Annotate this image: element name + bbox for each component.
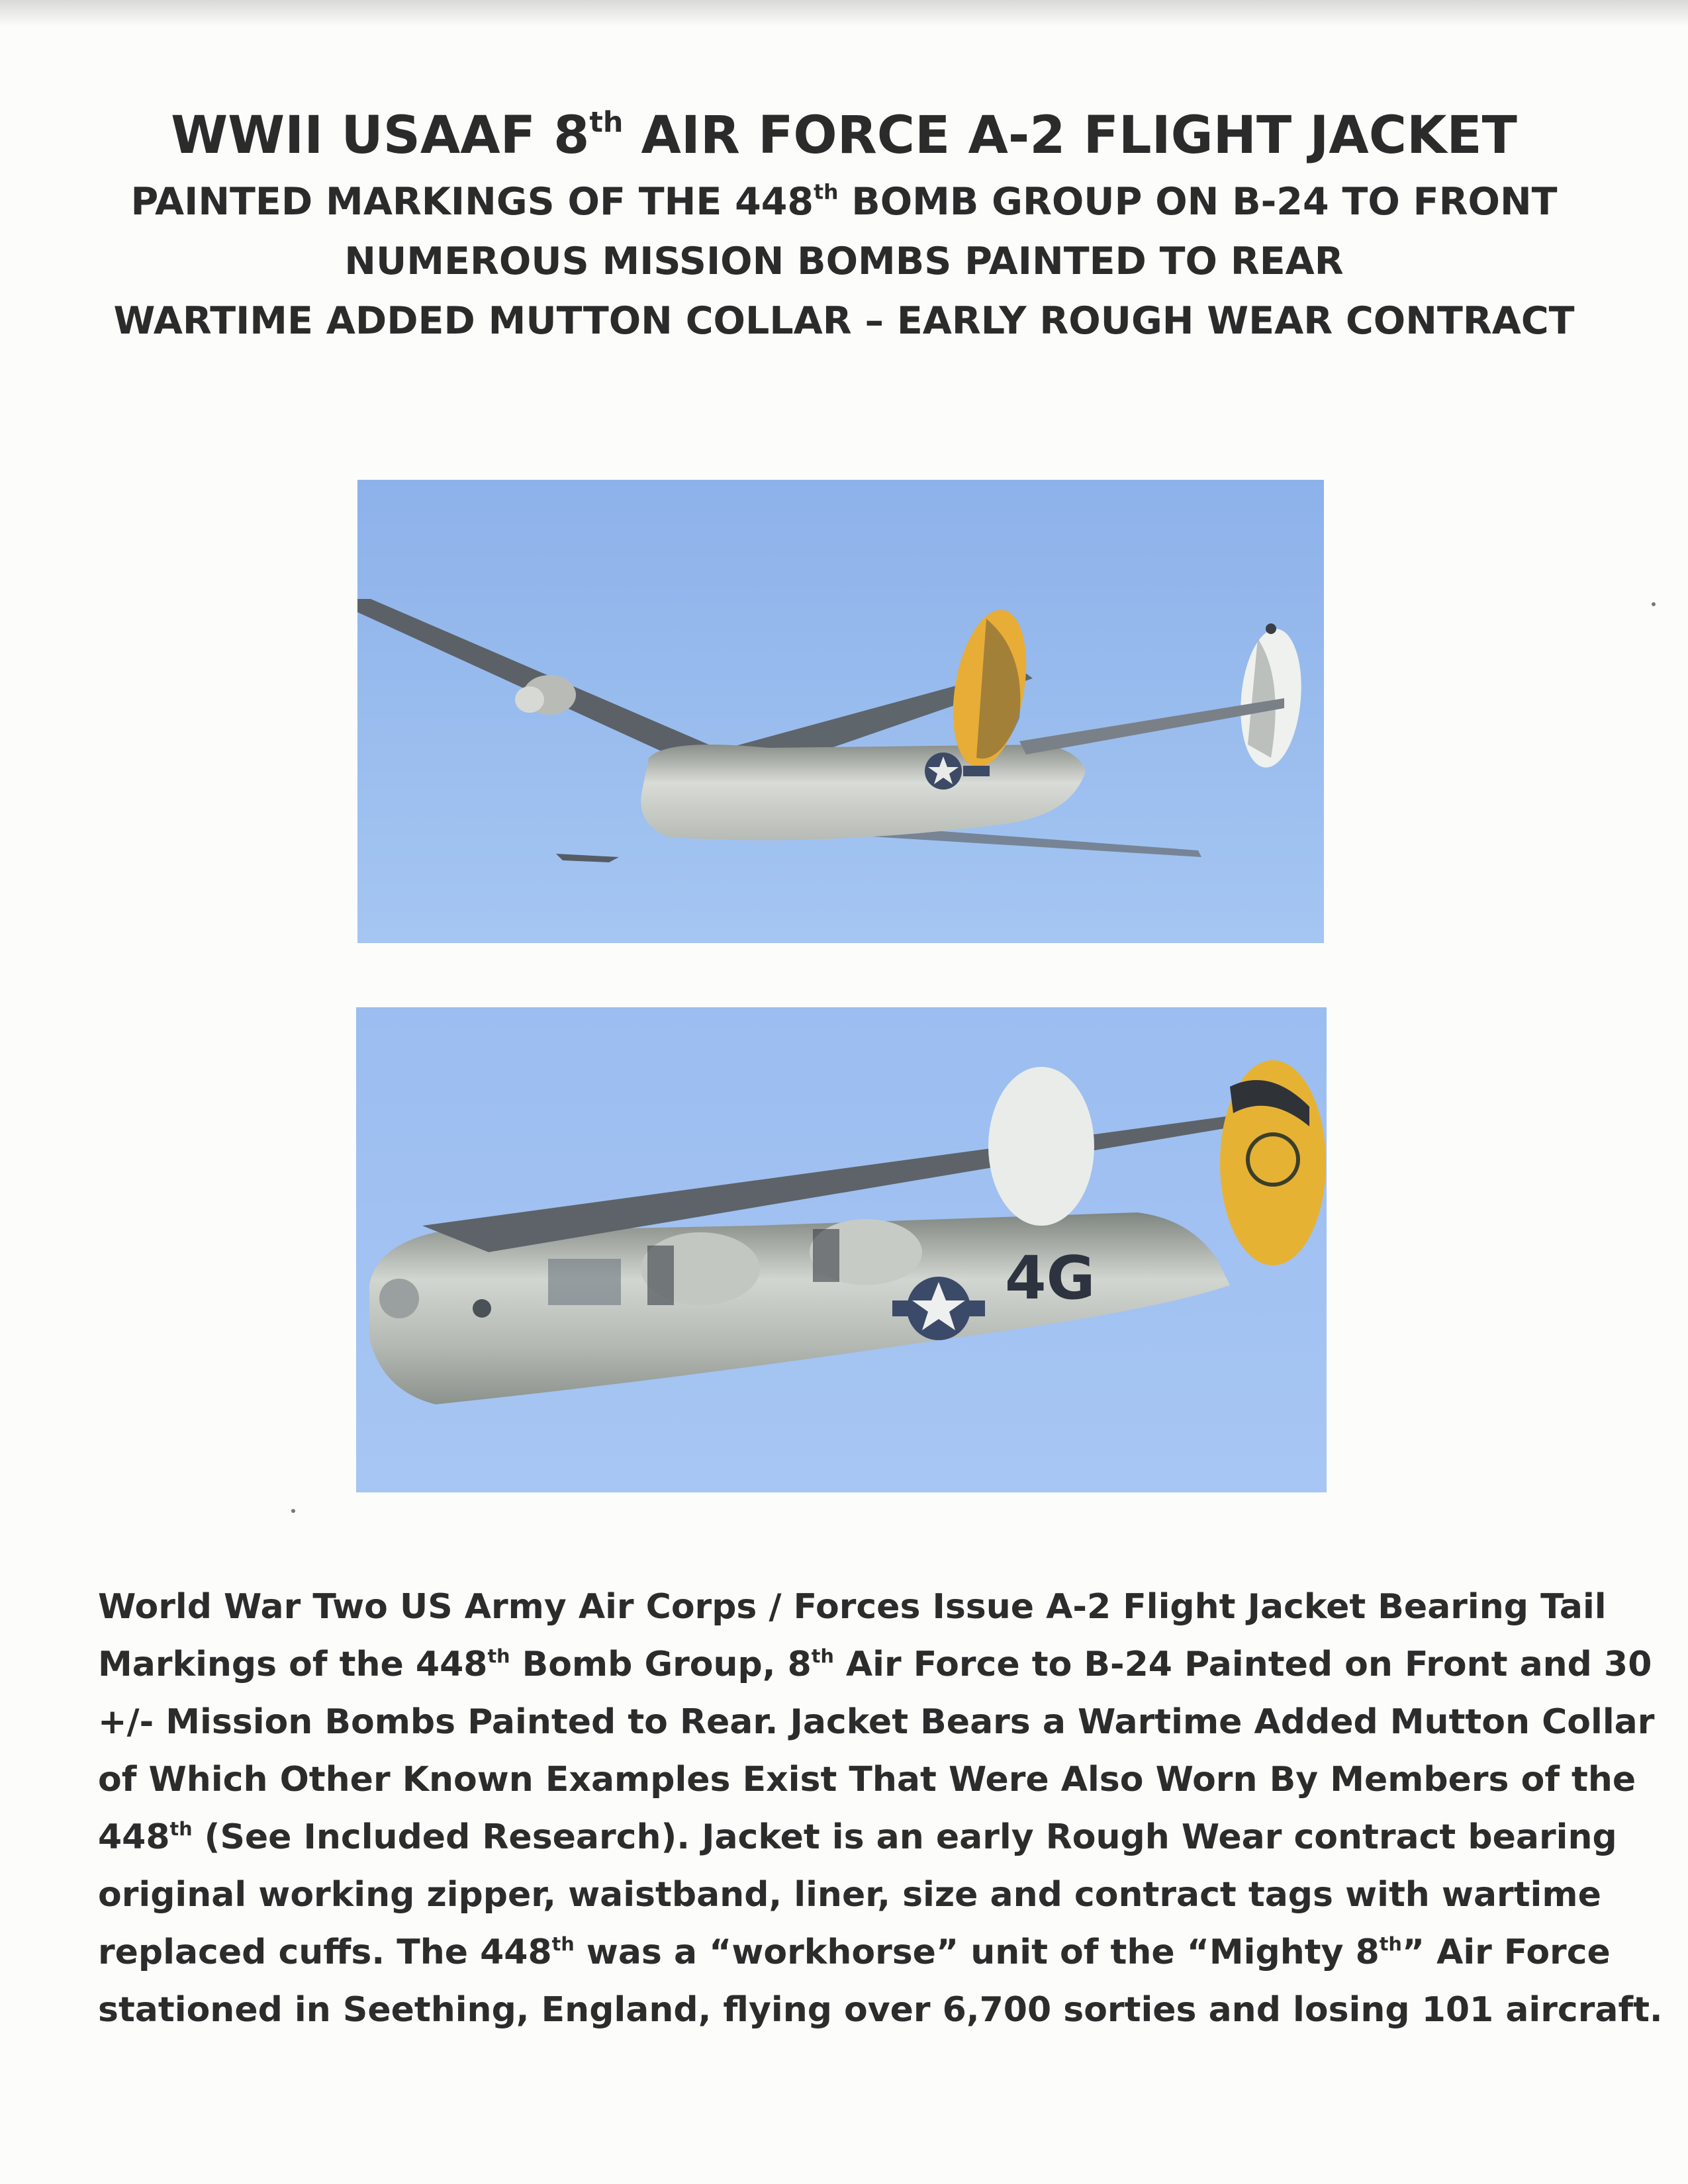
- scan-speck: [1652, 602, 1656, 606]
- scan-speck: [291, 1509, 295, 1513]
- scan-shadow: [0, 0, 1688, 26]
- b24-photo-bottom: [356, 1007, 1327, 1492]
- description-line-8: stationed in Seething, England, flying over 6,700 sorties and losing 101 aircraft.: [98, 1990, 1663, 2030]
- description-line-3: +/- Mission Bombs Painted to Rear. Jacket Bears a Wartime Added Mutton Collar: [98, 1702, 1655, 1742]
- description-line-7: replaced cuffs. The 448th was a “workhorse” unit of the “Mighty 8th” Air Force: [98, 1932, 1611, 1972]
- description-line-5: 448th (See Included Research). Jacket is an early Rough Wear contract bearing: [98, 1817, 1617, 1857]
- fuselage-code: 4G: [1005, 1244, 1096, 1313]
- description-line-4: of Which Other Known Examples Exist That Were Also Worn By Members of the: [98, 1760, 1636, 1799]
- title-line-4: WARTIME ADDED MUTTON COLLAR – EARLY ROUGH WEAR CONTRACT: [113, 299, 1575, 343]
- description-line-1: World War Two US Army Air Corps / Forces Issue A-2 Flight Jacket Bearing Tail: [98, 1587, 1607, 1627]
- title-line-2: PAINTED MARKINGS OF THE 448th BOMB GROUP ON B-24 TO FRONT: [130, 180, 1558, 224]
- page-title: [0, 99, 1688, 351]
- title-line-1: WWII USAAF 8th AIR FORCE A-2 FLIGHT JACKET: [171, 105, 1517, 165]
- b24-photo-top: [357, 480, 1324, 943]
- description-paragraph: [98, 1578, 1663, 2039]
- title-line-3: NUMEROUS MISSION BOMBS PAINTED TO REAR: [344, 240, 1344, 283]
- description-line-6: original working zipper, waistband, liner, size and contract tags with wartime: [98, 1875, 1601, 1915]
- description-line-2: Markings of the 448th Bomb Group, 8th Air Force to B-24 Painted on Front and 30: [98, 1644, 1652, 1684]
